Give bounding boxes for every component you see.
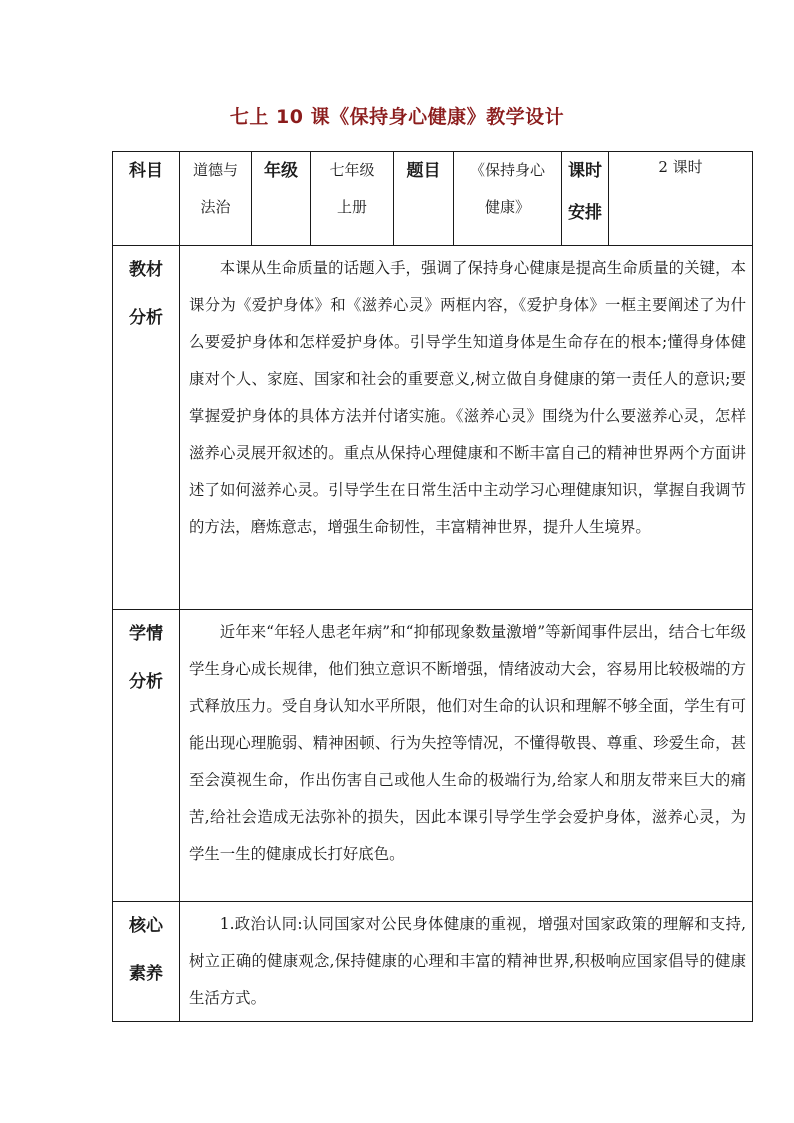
textbook-analysis-cell	[180, 246, 753, 610]
hours-value: 2 课时	[658, 158, 703, 176]
topic-label-cell	[394, 152, 454, 246]
subject-label: 科目	[129, 161, 163, 181]
hours-label-cell	[562, 152, 609, 246]
grade-value-line1: 七年级	[329, 161, 375, 179]
textbook-analysis-text: 本课从生命质量的话题入手，强调了保持身心健康是提高生命质量的关键，本课分为《爱护身体》和《滋养心灵》两框内容，《爱护身体》一框主要阐述了为什么要爱护身体和怎样爱护身体。引导学生知道身体是生命存在的根本;懂得身体健康对个人、家庭、国家和社会的重要意义,树立做自身健康的第一责任人的意识;要掌握爱护身体的具体方法并付诸实施。《滋养心灵》围绕为什么要滋养心灵，怎样滋养心灵展开叙述的。重点从保持心理健康和不断丰富自己的精神世界两个方面讲述了如何滋养心灵。引导学生在日常生活中主动学习心理健康知识，掌握自我调节的方法，磨炼意志，增强生命韧性，丰富精神世界，提升人生境界。	[189, 259, 746, 536]
topic-label: 题目	[406, 161, 441, 181]
textbook-analysis-label-line2: 分析	[129, 308, 163, 328]
subject-value-cell	[180, 152, 252, 246]
page-title: 七上 10 课《保持身心健康》教学设计	[229, 106, 565, 128]
grade-label: 年级	[264, 161, 298, 181]
hours-label-line2: 安排	[568, 203, 602, 223]
student-analysis-text: 近年来“年轻人患老年病”和“抑郁现象数量激增”等新闻事件层出，结合七年级学生身心成长规律，他们独立意识不断增强，情绪波动大会，容易用比较极端的方式释放压力。受自身认知水平所限，他们对生命的认识和理解不够全面，学生有可能出现心理脆弱、精神困顿、行为失控等情况，不懂得敬畏、尊重、珍爱生命，甚至会漠视生命，作出伤害自己或他人生命的极端行为,给家人和朋友带来巨大的痛苦,给社会造成无法弥补的损失，因此本课引导学生学会爱护身体，滋养心灵，为学生一生的健康成长打好底色。	[189, 623, 746, 863]
textbook-analysis-row	[113, 246, 753, 610]
core-literacy-text: 1.政治认同:认同国家对公民身体健康的重视，增强对国家政策的理解和支持,树立正确的健康观念,保持健康的心理和丰富的精神世界,积极响应国家倡导的健康生活方式。	[189, 915, 746, 1007]
textbook-analysis-label-line1: 教材	[129, 260, 163, 280]
grade-value-line2: 上册	[336, 198, 367, 216]
subject-value-line2: 法治	[200, 198, 231, 216]
student-analysis-label-cell	[113, 610, 180, 902]
topic-value-cell	[454, 152, 562, 246]
core-literacy-label-line1: 核心	[129, 916, 163, 936]
topic-value-line1: 《保持身心	[469, 161, 545, 179]
lesson-plan-table	[112, 151, 753, 1022]
subject-label-cell	[113, 152, 180, 246]
grade-value-cell	[311, 152, 394, 246]
textbook-analysis-label-cell	[113, 246, 180, 610]
core-literacy-label-cell	[113, 902, 180, 1022]
student-analysis-label-line2: 分析	[129, 672, 163, 692]
topic-value-line2: 健康》	[484, 198, 530, 216]
header-row	[113, 152, 753, 246]
core-literacy-row	[113, 902, 753, 1022]
core-literacy-cell	[180, 902, 753, 1022]
subject-value-line1: 道德与	[192, 161, 238, 179]
student-analysis-label-line1: 学情	[129, 624, 163, 644]
hours-label-line1: 课时	[568, 161, 602, 181]
grade-label-cell	[252, 152, 311, 246]
hours-value-cell	[609, 152, 753, 246]
student-analysis-cell	[180, 610, 753, 902]
core-literacy-label-line2: 素养	[129, 964, 163, 984]
student-analysis-row	[113, 610, 753, 902]
